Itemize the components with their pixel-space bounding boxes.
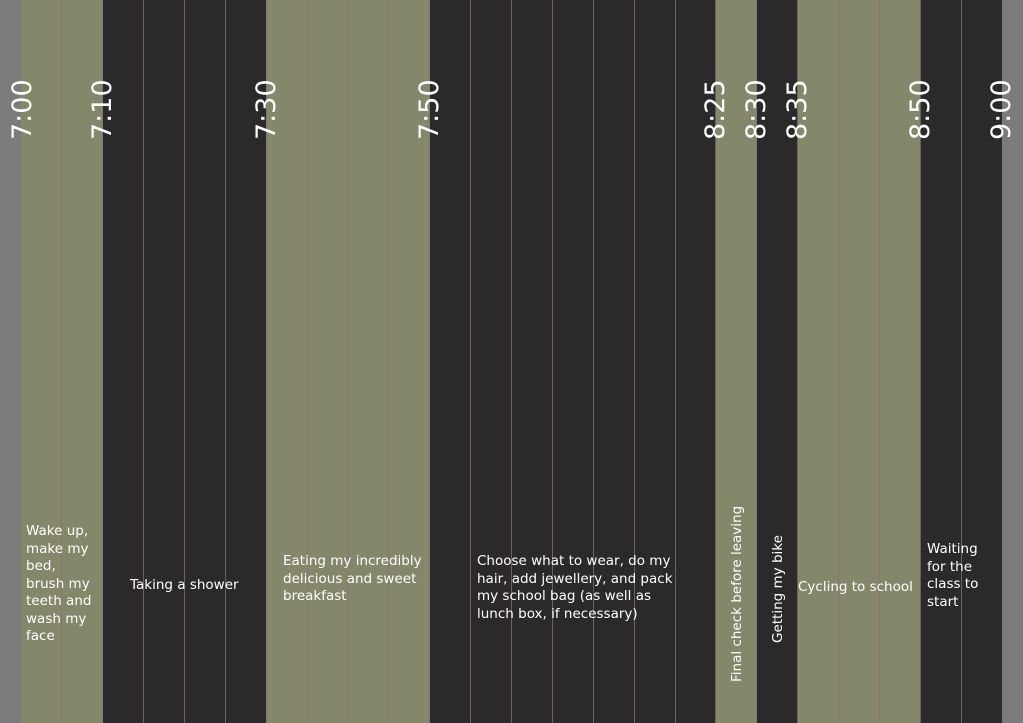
time-label: 8:50 xyxy=(904,79,936,140)
tick-line xyxy=(348,0,349,723)
time-label: 8:30 xyxy=(741,79,773,140)
tick-line xyxy=(184,0,185,723)
activity-label: Taking a shower xyxy=(130,577,239,593)
activity-label: Wake up, make my bed, brush my teeth and wash my face xyxy=(26,523,92,644)
activity-label: Final check before leaving xyxy=(729,505,745,682)
time-label: 9:00 xyxy=(986,79,1017,140)
tick-line xyxy=(961,0,962,723)
time-label: 8:25 xyxy=(700,79,732,140)
tick-line xyxy=(225,0,226,723)
activity-label: Choose what to wear, do my hair, add jewellery, and pack my school bag (as well as lunch box, if necessary) xyxy=(477,553,673,622)
activity-block xyxy=(798,0,921,723)
tick-line xyxy=(470,0,471,723)
tick-line xyxy=(879,0,880,723)
time-label: 7:30 xyxy=(250,79,282,140)
activity-label: Eating my incredibly delicious and sweet breakfast xyxy=(283,553,422,604)
time-label: 7:00 xyxy=(7,79,38,140)
time-label: 7:10 xyxy=(87,79,119,140)
time-label: 8:35 xyxy=(782,79,814,140)
activity-label: Cycling to school xyxy=(798,579,913,595)
tick-line xyxy=(838,0,839,723)
tick-line xyxy=(307,0,308,723)
activity-label: Getting my bike xyxy=(770,535,786,643)
activity-label: Waiting for the class to start xyxy=(927,541,979,610)
time-label: 7:50 xyxy=(414,79,446,140)
tick-line xyxy=(388,0,389,723)
tick-line xyxy=(143,0,144,723)
